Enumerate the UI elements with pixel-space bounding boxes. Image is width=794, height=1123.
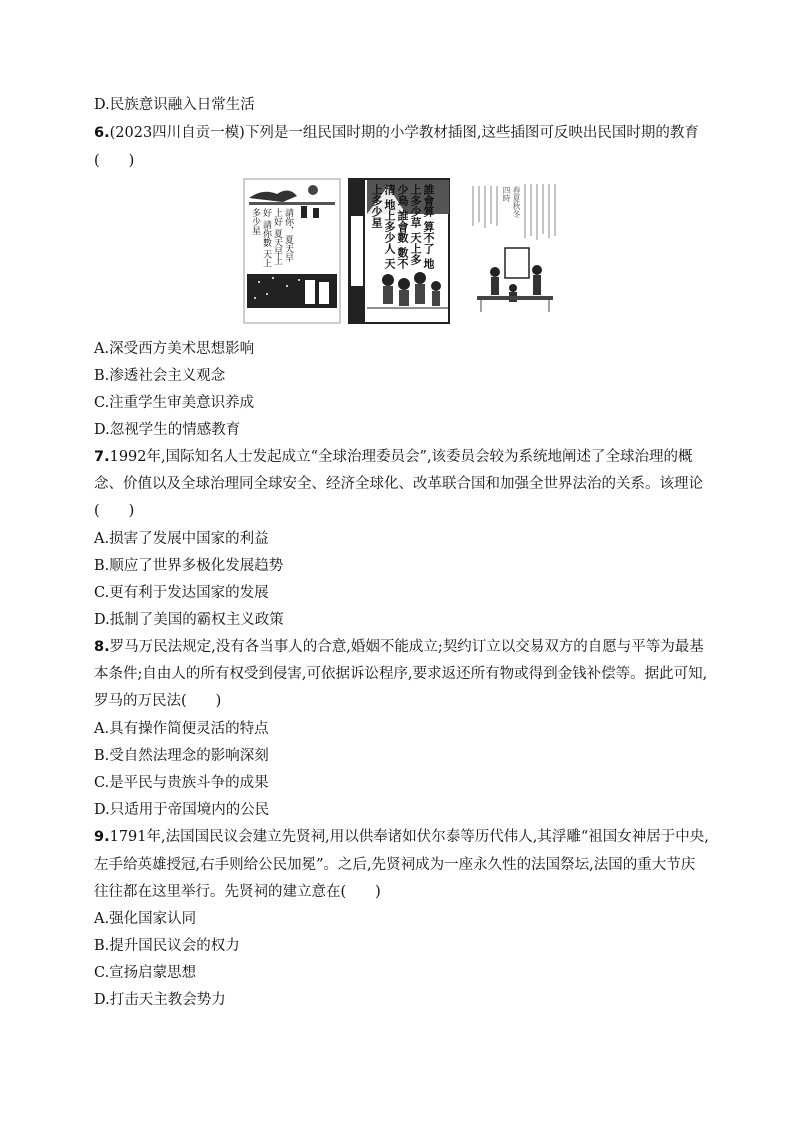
q9-stem-line-3: 往往都在这里举行。先贤祠的建立意在( ) [94, 884, 381, 900]
q9-option-c: C.宣扬启蒙思想 [94, 965, 197, 981]
q8-option-c: C.是平民与贵族斗争的成果 [94, 775, 269, 791]
q8-option-a: A.具有操作简便灵活的特点 [94, 721, 269, 737]
q8-number: 8. [94, 639, 110, 655]
q8-stem-line-1: 8.罗马万民法规定,没有各当事人的合意,婚姻不能成立;契约订立以交易双方的自愿与平等为最基 [94, 639, 704, 655]
illustration-panel-3 [465, 178, 563, 324]
q6-stem-text: (2023四川自贡一模)下列是一组民国时期的小学教材插图,这些插图可反映出民国时期的教育 [109, 125, 699, 141]
panel2-text: 誰會算 算不了 地上多少草 天上多少鳥 誰會數 數不清 地上多少人 天上多少星 [370, 184, 435, 269]
q8-option-b: B.受自然法理念的影响深刻 [94, 748, 269, 764]
q9-stem-line-1: 9.1791年,法国国民议会建立先贤祠,用以供奉诸如伏尔泰等历代伟人,其浮雕“祖国女神居于中央, [94, 829, 709, 845]
q7-number: 7. [94, 449, 110, 465]
q8-stem-line-2: 本条件;自由人的所有权受到侵害,可依据诉讼程序,要求返还所有物或得到金钱补偿等。据此可知, [94, 666, 708, 682]
q7-stem-line-2: 念、价值以及全球治理同全球安全、经济全球化、改革联合国和加强全世界法治的关系。该理论 [94, 476, 703, 492]
q6-blank: ( ) [94, 153, 135, 169]
q9-number: 9. [94, 829, 110, 845]
q6-textbook-illustrations [243, 178, 563, 324]
q8-stem-line-3: 罗马的万民法( ) [94, 693, 222, 709]
q6-option-b: B.渗透社会主义观念 [94, 368, 226, 384]
q9-option-b: B.提升国民议会的权力 [94, 938, 240, 954]
q9-option-d: D.打击天主教会势力 [94, 992, 226, 1008]
q5-option-d: D.民族意识融入日常生活 [94, 97, 255, 113]
q9-option-a: A.强化国家认同 [94, 911, 197, 927]
panel1-text: 請你，夏天早上好 夏天早上好 請你數 天上多少星 [250, 208, 293, 268]
q7-option-b: B.顺应了世界多极化发展趋势 [94, 558, 284, 574]
q9-stem-line-2: 左手给英雄授冠,右手则给公民加冕”。之后,先贤祠成为一座永久性的法国祭坛,法国的重大节庆 [94, 857, 696, 873]
illustration-panel-1 [243, 178, 341, 324]
q7-blank: ( ) [94, 503, 135, 519]
q6-option-a: A.深受西方美术思想影响 [94, 341, 255, 357]
q6-option-d: D.忽视学生的情感教育 [94, 422, 241, 438]
panel3-text: 春夏秋冬 四時 [502, 186, 521, 218]
q6-option-c: C.注重学生审美意识养成 [94, 395, 255, 411]
q7-option-d: D.抵制了美国的霸权主义政策 [94, 612, 284, 628]
q7-option-a: A.损害了发展中国家的利益 [94, 531, 269, 547]
illustration-panel-2 [348, 178, 450, 324]
q6-stem [94, 124, 699, 142]
q6-number: 6. [94, 125, 110, 141]
q7-option-c: C.更有利于发达国家的发展 [94, 585, 269, 601]
q7-stem-line-1: 7.1992年,国际知名人士发起成立“全球治理委员会”,该委员会较为系统地阐述了全球治理的概 [94, 449, 693, 465]
q8-option-d: D.只适用于帝国境内的公民 [94, 802, 270, 818]
